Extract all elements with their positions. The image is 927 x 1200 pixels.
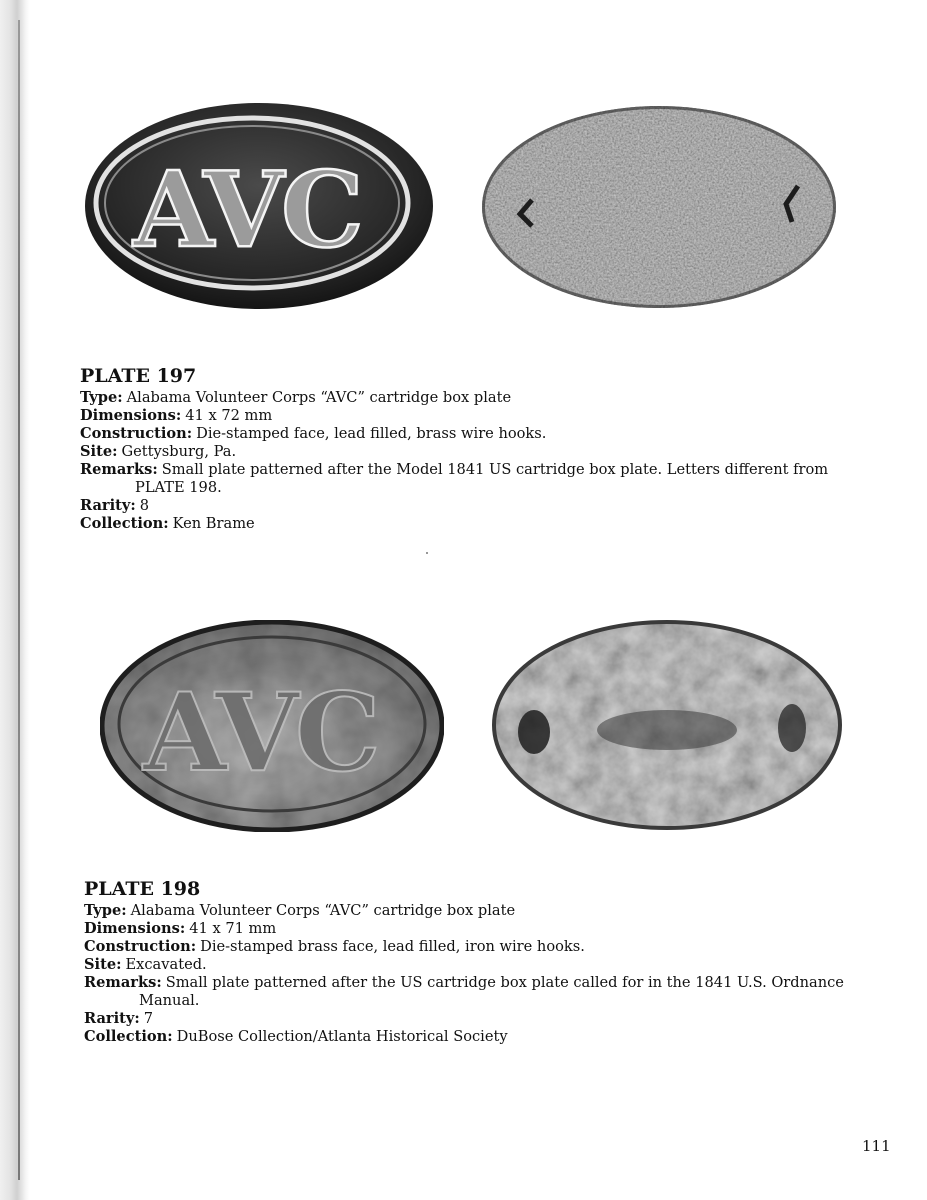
plate-197-type: Type: Alabama Volunteer Corps “AVC” cartridge box plate — [80, 389, 512, 406]
plate-197-construction: Construction: Die-stamped face, lead filled, brass wire hooks. — [80, 425, 547, 442]
plate-197-site: Site: Gettysburg, Pa. — [80, 443, 237, 460]
plate-198-construction: Construction: Die-stamped brass face, lead filled, iron wire hooks. — [84, 938, 585, 955]
plate-197-front-photo — [82, 100, 436, 312]
plate-197-entry — [80, 364, 870, 533]
plate-198-type: Type: Alabama Volunteer Corps “AVC” cartridge box plate — [84, 902, 516, 919]
page-binding-edge — [0, 0, 30, 1200]
plate-198-letters: AVC — [143, 670, 377, 796]
plate-197-back-photo — [480, 104, 838, 310]
plate-197-collection: Collection: Ken Brame — [80, 515, 255, 532]
plate-198-dimensions: Dimensions: 41 x 71 mm — [84, 920, 277, 937]
plate-198-collection: Collection: DuBose Collection/Atlanta Historical Society — [84, 1028, 508, 1045]
plate-198-front-photo — [100, 620, 444, 832]
plate-198-site: Site: Excavated. — [84, 956, 207, 973]
plate-197-dimensions: Dimensions: 41 x 72 mm — [80, 407, 273, 424]
plate-197-rarity: Rarity: 8 — [80, 497, 150, 514]
plate-197-title: PLATE 197 — [80, 365, 197, 387]
plate-198-back-photo — [492, 620, 842, 830]
page-number: 111 — [862, 1137, 891, 1155]
scan-speck — [426, 552, 428, 554]
binding-shadow-line — [18, 20, 20, 1180]
plate-198-rarity: Rarity: 7 — [84, 1010, 154, 1027]
plate-198-remarks: Remarks: Small plate patterned after the US cartridge box plate called for in the 1841 U.S. Ordnance Manual. — [84, 974, 844, 1009]
plate-198-entry — [84, 877, 874, 1046]
plate-197-remarks: Remarks: Small plate patterned after the Model 1841 US cartridge box plate. Letters different from PLATE 198. — [80, 461, 829, 496]
plate-197-letters: AVC — [133, 148, 361, 271]
plate-198-title: PLATE 198 — [84, 878, 201, 900]
